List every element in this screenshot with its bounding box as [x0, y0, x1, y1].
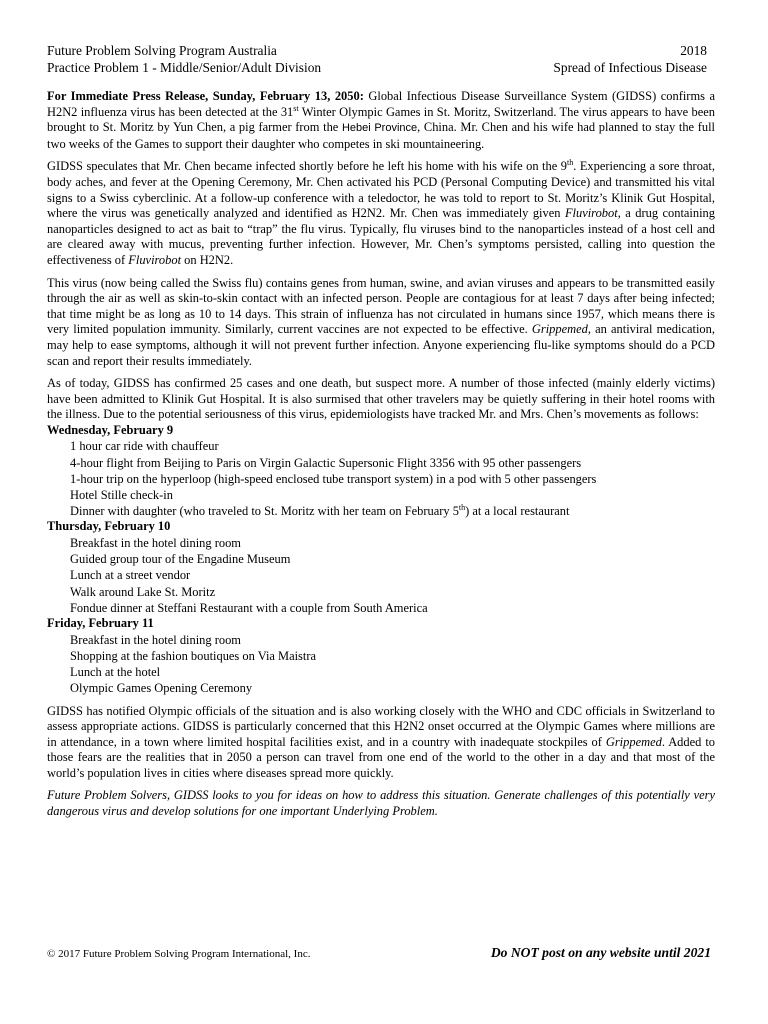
schedule-list-wednesday [47, 438, 715, 519]
text-span: This virus (now being called the Swiss flu) contains genes from human, swine, and avian viruses and appears to be transmitted easily through the air as well as skin-to-skin contact with an infected person. People are contagious for at least 7 days after being infected; that time might be as long as 10 to 14 days. This strain of influenza has not circulated in humans since 1957, which means there is very limited population immunity. Similarly, current vaccines are not expected to be effective. [47, 275, 715, 337]
text-span: Global Infectious Disease Surveillance System (GIDSS) confirms a H2N2 influenza virus has been detected at the 31 [47, 89, 715, 119]
drug-name: Fluvirobot [564, 206, 618, 221]
superscript: st [293, 103, 299, 113]
text-span: GIDSS has notified Olympic officials of the situation and is also working closely with the WHO and CDC officials in Switzerland to assess appropriate actions. GIDSS is particularly concerned that this H2N2 onset occurred at the Olympic Games where millions are in attendance, in a town where limited hospital facilities exist, and in a country with inadequate stockpiles of [47, 703, 715, 749]
list-item: Fondue dinner at Steffani Restaurant with a couple from South America [70, 600, 428, 615]
paragraph-virus [47, 276, 715, 370]
copyright-notice: © 2017 Future Problem Solving Program International, Inc. [47, 948, 311, 960]
document-body [47, 89, 715, 820]
text-span: GIDSS speculates that Mr. Chen became infected shortly before he left his home with his wife on the 9 [47, 159, 567, 174]
list-item: Breakfast in the hotel dining room [70, 536, 241, 551]
list-item: 1-hour trip on the hyperloop (high-speed enclosed tube transport system) in a pod with 5 other passengers [70, 471, 597, 486]
header-right [553, 42, 715, 76]
list-item: Lunch at a street vendor [70, 568, 191, 583]
schedule-day-friday: Friday, February 11 [47, 616, 154, 631]
list-item: 1 hour car ride with chauffeur [70, 439, 219, 454]
header-org: Future Problem Solving Program Australia [47, 43, 277, 58]
header-year: 2018 [680, 43, 707, 58]
drug-name: Fluvirobot [128, 252, 182, 267]
posting-notice: Do NOT post on any website until 2021 [490, 945, 711, 960]
drug-name: Grippemed, [531, 322, 591, 337]
text-span: on H2N2. [181, 252, 234, 267]
list-item: Breakfast in the hotel dining room [70, 632, 241, 647]
text-span: Dinner with daughter (who traveled to St. Moritz with her team on February 5 [70, 504, 459, 519]
text-span: . Experiencing a sore throat, body aches, and fever at the Opening Ceremony, Mr. Chen activated his PCD (Personal Computing Device) and transmitted his vital signs to a Swiss cyberclinic. At a follow-up conference with a teledoctor, he was told to report to St. Moritz’s Klinik Gut Hospital, where the virus was genetically analyzed and identified as H2N2. Mr. Chen was immediately given [47, 159, 716, 221]
drug-name: Grippemed [605, 734, 662, 749]
page-header [47, 42, 715, 76]
superscript: th [458, 503, 466, 513]
text-span: , a drug containing nanoparticles designed to act as bait to “trap” the flu virus. Typically, flu viruses bind to the nanoparticles instead of a host cell and are cleared away with mucus, preventing further infection. However, Mr. Chen’s symptoms persisted, calling into question the effectiveness of [47, 206, 715, 267]
paragraph-cases [47, 376, 715, 423]
press-release-lead: For Immediate Press Release, Sunday, February 13, 2050: [47, 89, 364, 103]
header-left [47, 42, 321, 76]
text-span: As of today, GIDSS has confirmed 25 cases and one death, but suspect more. A number of those infected (mainly elderly victims) have been admitted to Klinik Gut Hospital. It is also surmised that other travelers may be quietly suffering in their hotel rooms with the illness. Due to the potential seriousness of this virus, epidemiologists have tracked Mr. and Mrs. Chen’s movements as follows: [47, 376, 715, 422]
header-problem: Practice Problem 1 - Middle/Senior/Adult Division [47, 60, 322, 75]
list-item: Walk around Lake St. Moritz [70, 584, 216, 599]
schedule-list-friday [47, 632, 715, 697]
page-footer [47, 945, 711, 961]
superscript: th [566, 158, 574, 168]
list-item: Shopping at the fashion boutiques on Via Maistra [70, 648, 317, 663]
schedule [47, 423, 715, 697]
list-item: Guided group tour of the Engadine Museum [70, 552, 291, 567]
text-span: ) at a local restaurant [465, 504, 570, 519]
closing-instructions: Future Problem Solvers, GIDSS looks to you for ideas on how to address this situation. Generate challenges of this potentially very dangerous virus and develop solutions for one important Underlying Problem. [47, 788, 715, 819]
paragraph-concerns [47, 704, 715, 782]
list-item: 4-hour flight from Beijing to Paris on Virgin Galactic Supersonic Flight 3356 with 95 other passengers [70, 455, 582, 470]
schedule-list-thursday [47, 535, 715, 616]
paragraph-speculation [47, 159, 715, 268]
text-span: Winter Olympic Games in St. Moritz, Switzerland. The virus appears to have been brought to St. Moritz by Yun Chen, a pig farmer from the [47, 104, 715, 135]
schedule-day-thursday: Thursday, February 10 [47, 519, 171, 534]
text-span: an antiviral medication, may help to ease symptoms, although it will not prevent further infection. Anyone experiencing flu-like symptoms should do a PCD scan and report their results immediately. [47, 322, 715, 368]
place-name: Hebei Province [341, 122, 418, 135]
paragraph-press-release [47, 89, 715, 152]
text-span: , China. Mr. Chen and his wife had planned to stay the full two weeks of the Games to support their daughter who competes in ski mountaineering. [47, 120, 715, 151]
list-item [70, 503, 715, 519]
list-item: Olympic Games Opening Ceremony [70, 681, 253, 696]
list-item: Hotel Stille check-in [70, 488, 173, 503]
list-item: Lunch at the hotel [70, 665, 161, 680]
header-topic: Spread of Infectious Disease [553, 60, 707, 75]
document-page [47, 42, 715, 827]
schedule-day-wednesday: Wednesday, February 9 [47, 422, 174, 437]
text-span: . Added to those fears are the realities that in 2050 a person can travel from one end of the world to the other in a day and that most of the world’s population lives in cities where diseases spread more quickly. [47, 734, 715, 780]
